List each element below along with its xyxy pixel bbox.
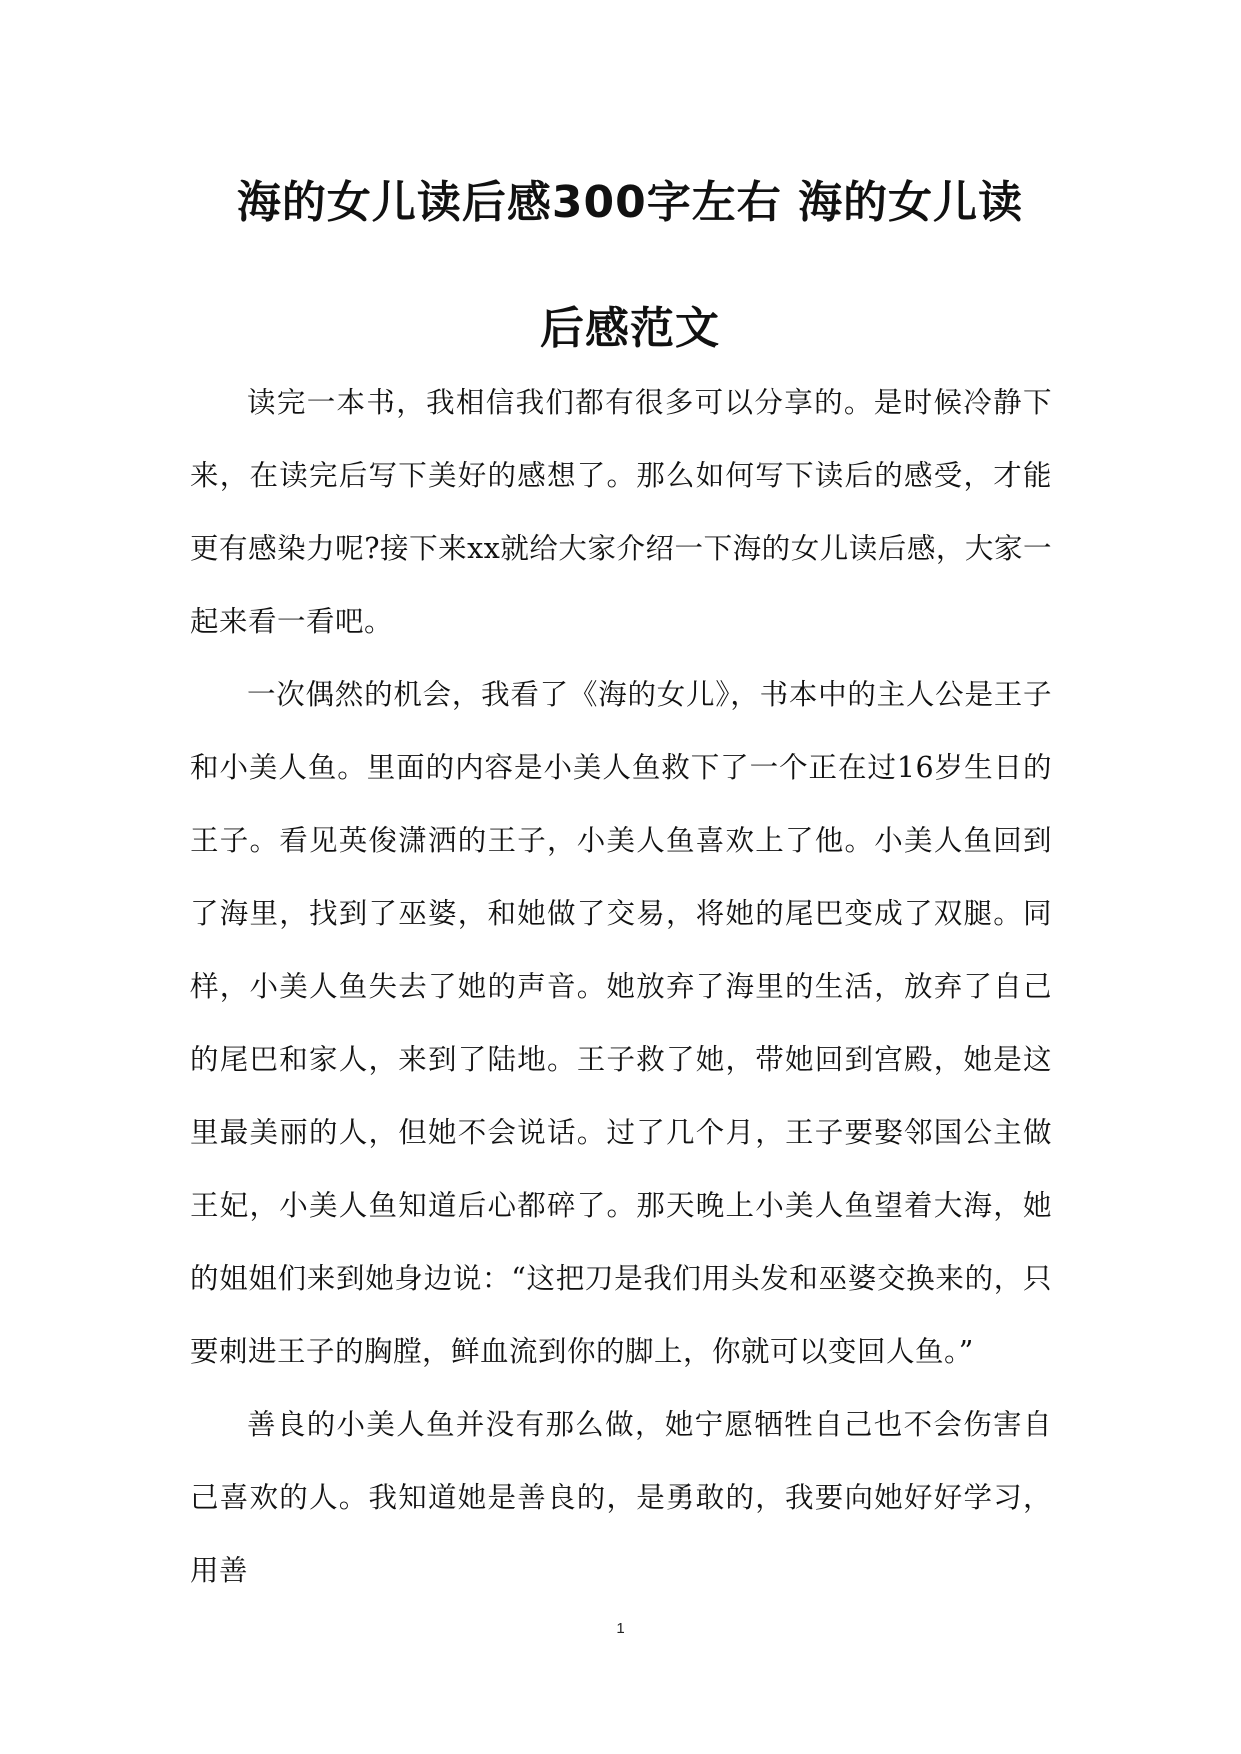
document-body — [190, 366, 1052, 1607]
title-line-1: 海的女儿读后感300字左右 海的女儿读 — [236, 177, 1024, 228]
paragraph-intro: 读完一本书，我相信我们都有很多可以分享的。是时候冷静下来，在读完后写下美好的感想了。那么如何写下读后的感受，才能更有感染力呢?接下来xx就给大家介绍一下海的女儿读后感，大家一起来看一看吧。 — [190, 386, 1052, 638]
paragraph-story: 一次偶然的机会，我看了《海的女儿》，书本中的主人公是王子和小美人鱼。里面的内容是小美人鱼救下了一个正在过16岁生日的王子。看见英俊潇洒的王子，小美人鱼喜欢上了他。小美人鱼回到了海里，找到了巫婆，和她做了交易，将她的尾巴变成了双腿。同样，小美人鱼失去了她的声音。她放弃了海里的生活，放弃了自己的尾巴和家人，来到了陆地。王子救了她，带她回到宫殿，她是这里最美丽的人，但她不会说话。过了几个月，王子要娶邻国公主做王妃，小美人鱼知道后心都碎了。那天晚上小美人鱼望着大海，她的姐姐们来到她身边说：“这把刀是我们用头发和巫婆交换来的，只要刺进王子的胸膛，鲜血流到你的脚上，你就可以变回人鱼。” — [190, 678, 1052, 1368]
title-line-2: 后感范文 — [540, 303, 720, 354]
paragraph-reflection: 善良的小美人鱼并没有那么做，她宁愿牺牲自己也不会伤害自己喜欢的人。我知道她是善良的，是勇敢的，我要向她好好学习，用善 — [190, 1408, 1052, 1587]
page-number: 1 — [616, 1620, 625, 1637]
document-title — [190, 140, 1070, 392]
